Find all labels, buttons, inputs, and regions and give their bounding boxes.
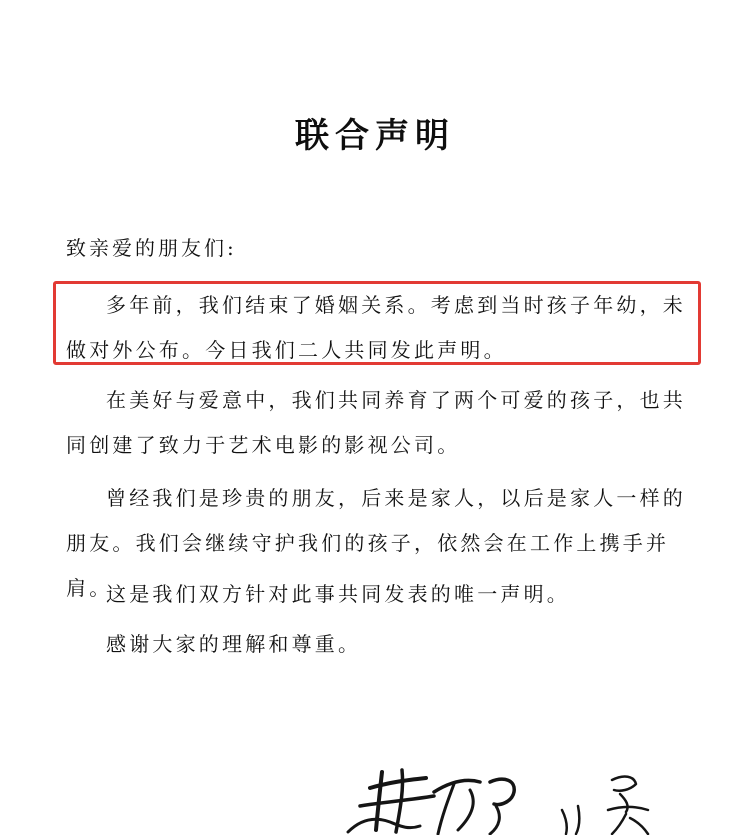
paragraph-1: 多年前，我们结束了婚姻关系。考虑到当时孩子年幼，未做对外公布。今日我们二人共同发此声明。 [66, 293, 686, 362]
document-title: 联合声明 [295, 116, 455, 156]
paragraph-2: 在美好与爱意中，我们共同养育了两个可爱的孩子，也共同创建了致力于艺术电影的影视公司。 [66, 388, 686, 457]
handwritten-signature [330, 760, 670, 835]
paragraph-3: 曾经我们是珍贵的朋友，后来是家人，以后是家人一样的朋友。我们会继续守护我们的孩子，依然会在工作上携手并肩。 [66, 486, 686, 600]
salutation: 致亲爱的朋友们: [66, 236, 237, 260]
red-highlight-box [53, 281, 701, 365]
paragraph-4: 这是我们双方针对此事共同发表的唯一声明。 [106, 582, 570, 606]
paragraph-5: 感谢大家的理解和尊重。 [106, 632, 362, 656]
